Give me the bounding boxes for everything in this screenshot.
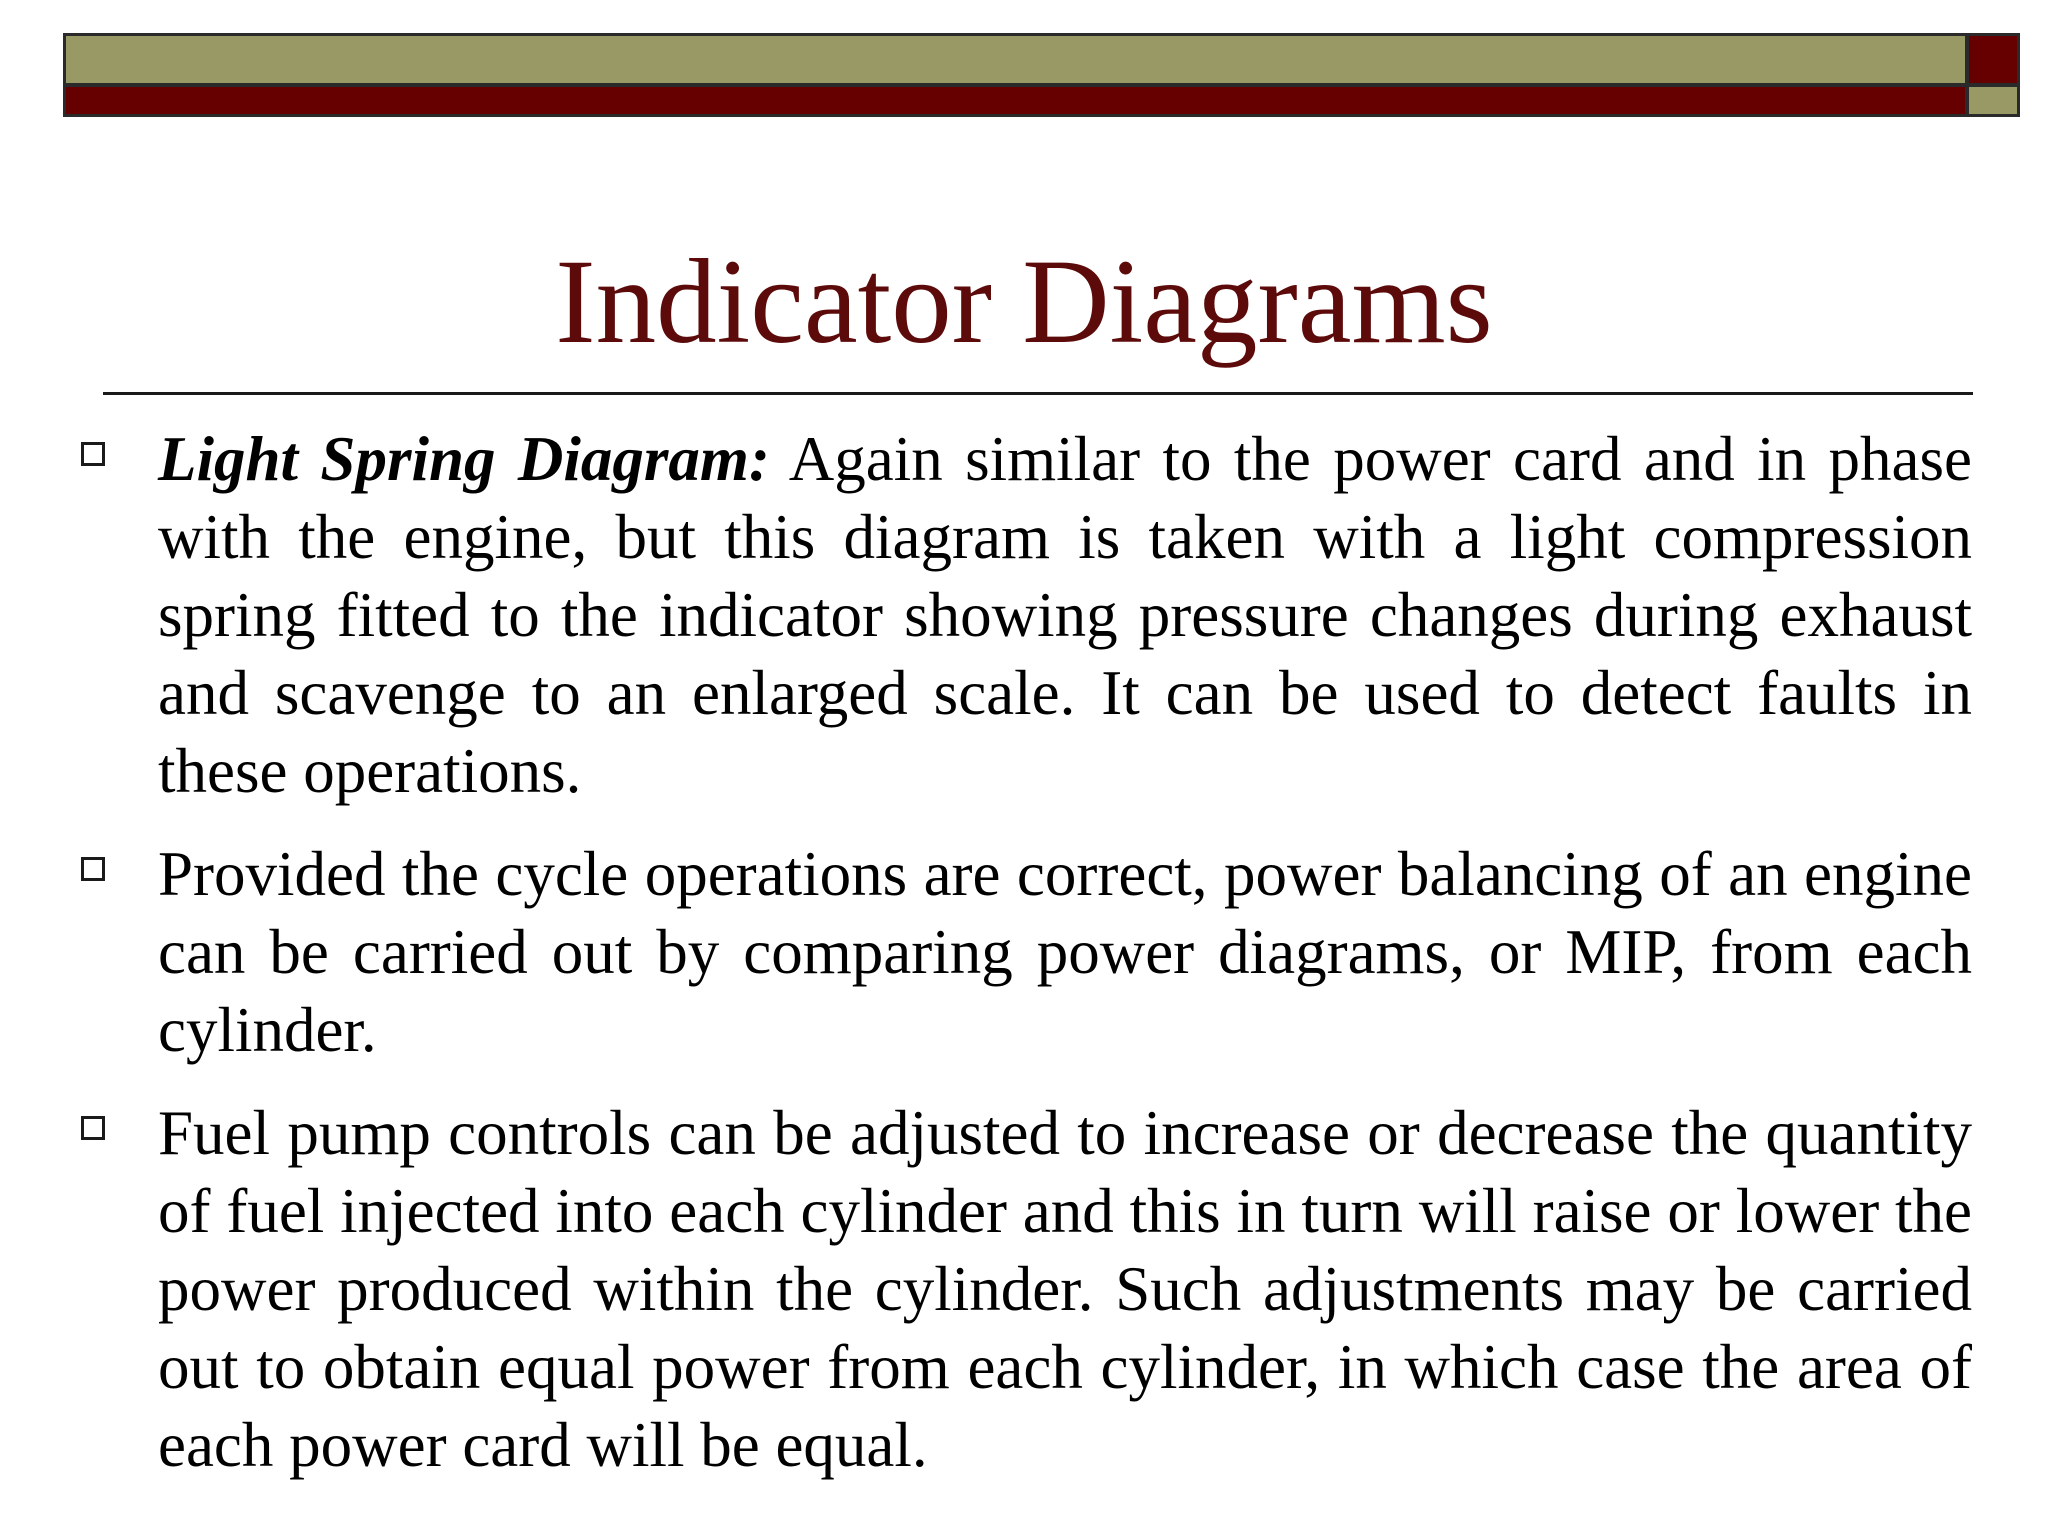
title-divider [103,392,1973,395]
bullet-item [74,420,1972,810]
bullet-text: Again similar to the power card and in phase with the engine, but this diagram is taken with a light compression spring fitted to the indicator showing pressure changes during exhaust and scavenge to an enlarged scale. It can be used to detect faults in these operations. [158,424,1972,806]
slide-title: Indicator Diagrams [555,235,1493,369]
header-bar-maroon [63,84,1968,117]
bullet-term: Light Spring Diagram: [158,424,770,494]
bullet-text: Fuel pump controls can be adjusted to increase or decrease the quantity of fuel injected into each cylinder and this in turn will raise or lower the power produced within the cylinder. Such adjustments may be carried out to obtain equal power from each cylinder, in which case the area of each power card will be equal. [158,1098,1972,1480]
header-bar-olive [63,33,1968,86]
bullet-list [74,420,1972,1509]
bullet-item [74,1094,1972,1484]
header-corner-olive [1966,84,2020,117]
square-bullet-icon [81,1116,105,1140]
bullet-text: Provided the cycle operations are correct, power balancing of an engine can be carried out by comparing power diagrams, or MIP, from each cylinder. [158,839,1972,1065]
bullet-item [74,835,1972,1069]
header-corner-maroon [1966,33,2020,86]
square-bullet-icon [81,442,105,466]
square-bullet-icon [81,857,105,881]
